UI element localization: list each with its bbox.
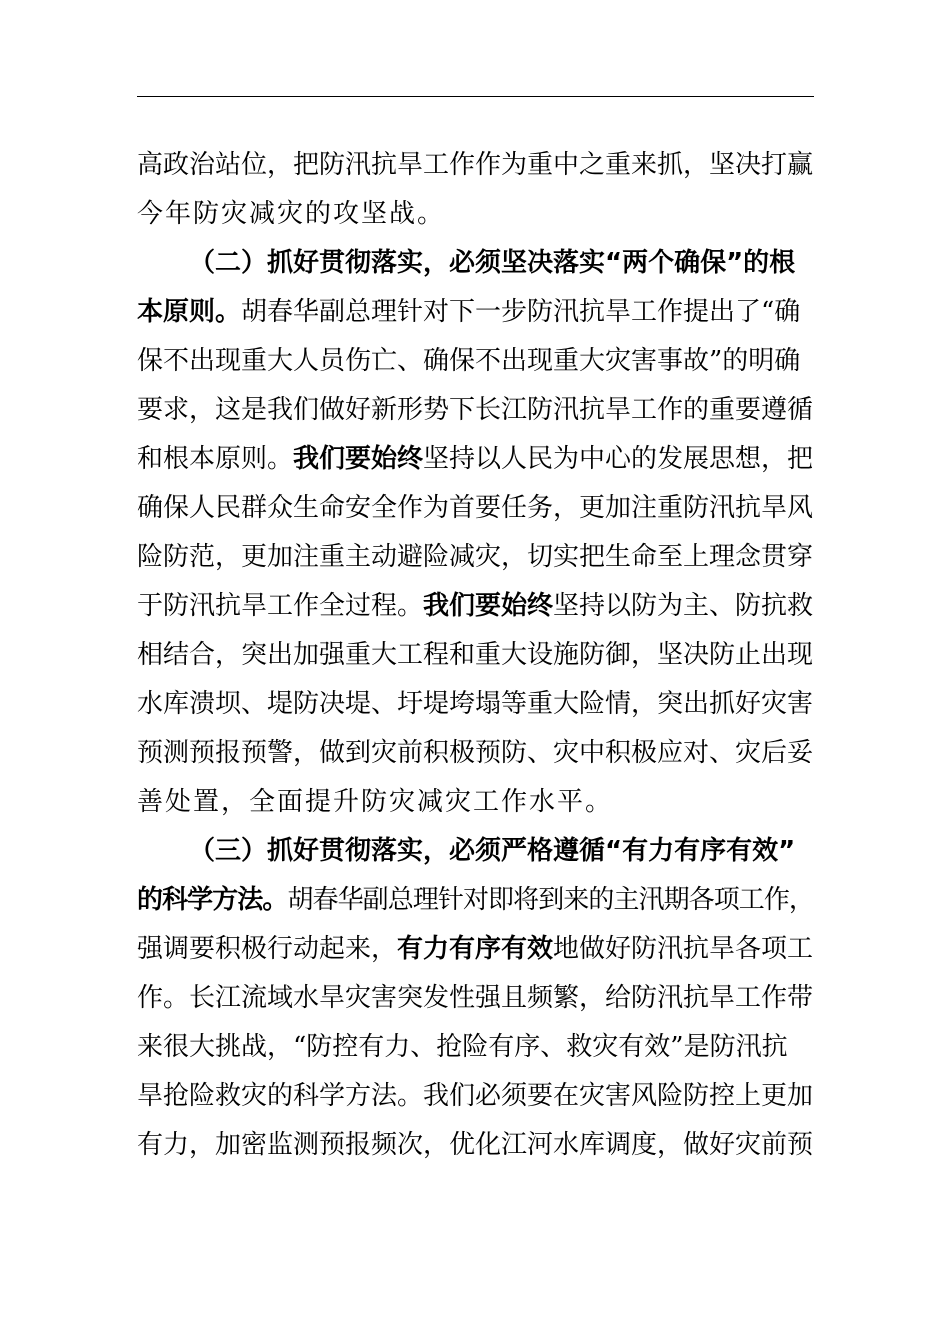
bold-text-run: 有力有序有效 [397,934,554,964]
text-run: 相结合，突出加强重大工程和重大设施防御，坚决防止出现 [137,640,814,670]
text-line [137,337,814,386]
text-run: 胡春华副总理针对即将到来的主汛期各项工作， [287,885,815,915]
text-line [137,631,814,680]
text-run: 高政治站位，把防汛抗旱工作作为重中之重来抓，坚决打赢 [137,150,814,180]
text-run: 要求，这是我们做好新形势下长江防汛抗旱工作的重要遵循 [137,395,814,425]
text-line [137,386,814,435]
text-line [137,925,814,974]
text-line [137,1023,814,1072]
text-line [137,827,814,876]
text-run: 有力，加密监测预报频次，优化江河水库调度，做好灾前预 [137,1130,814,1160]
text-run: 保不出现重大人员伤亡、确保不出现重大灾害事故”的明确 [137,346,801,376]
text-line [137,876,814,925]
text-run: 坚持以防为主、防抗救 [553,591,814,621]
text-line [137,974,814,1023]
text-line [137,484,814,533]
text-run: 确保人民群众生命安全作为首要任务，更加注重防汛抗旱风 [137,493,814,523]
body-text [137,141,814,1170]
text-run: 来很大挑战，“防控有力、抢险有序、救灾有效”是防汛抗 [137,1032,788,1062]
text-line [137,141,814,190]
text-run: 和根本原则。 [137,444,294,474]
text-line [137,680,814,729]
bold-text-run: 我们要始终 [293,444,424,474]
text-run: 善处置，全面提升防灾减灾工作水平。 [137,787,614,817]
text-run: 地做好防汛抗旱各项工 [553,934,814,964]
text-run: 作。长江流域水旱灾害突发性强且频繁，给防汛抗旱工作带 [137,983,814,1013]
text-run: 今年防灾减灾的攻坚战。 [137,199,446,229]
text-line [137,190,814,239]
text-run: 于防汛抗旱工作全过程。 [137,591,424,621]
text-line [137,778,814,827]
bold-text-run: 本原则。 [137,297,242,327]
text-run: 旱抢险救灾的科学方法。我们必须要在灾害风险防控上更加 [137,1081,814,1111]
text-run: 水库溃坝、堤防决堤、圩堤垮塌等重大险情，突出抓好灾害 [137,689,814,719]
text-line [137,288,814,337]
text-run: 险防范，更加注重主动避险减灾，切实把生命至上理念贯穿 [137,542,814,572]
text-line [137,239,814,288]
text-line [137,1072,814,1121]
text-run: 坚持以人民为中心的发展思想，把 [423,444,814,474]
text-line [137,729,814,778]
header-rule [137,96,814,97]
text-line [137,582,814,631]
bold-text-run: 的科学方法。 [137,885,288,915]
bold-text-run: 我们要始终 [423,591,554,621]
text-run: 强调要积极行动起来， [137,934,398,964]
text-line [137,533,814,582]
text-line [137,1121,814,1170]
text-line [137,435,814,484]
text-run: 胡春华副总理针对下一步防汛抗旱工作提出了“确 [241,297,801,327]
text-run: 预测预报预警，做到灾前积极预防、灾中积极应对、灾后妥 [137,738,814,768]
bold-text-run: （二）抓好贯彻落实，必须坚决落实“两个确保”的根 [189,248,796,278]
bold-text-run: （三）抓好贯彻落实，必须严格遵循“有力有序有效” [189,836,796,866]
